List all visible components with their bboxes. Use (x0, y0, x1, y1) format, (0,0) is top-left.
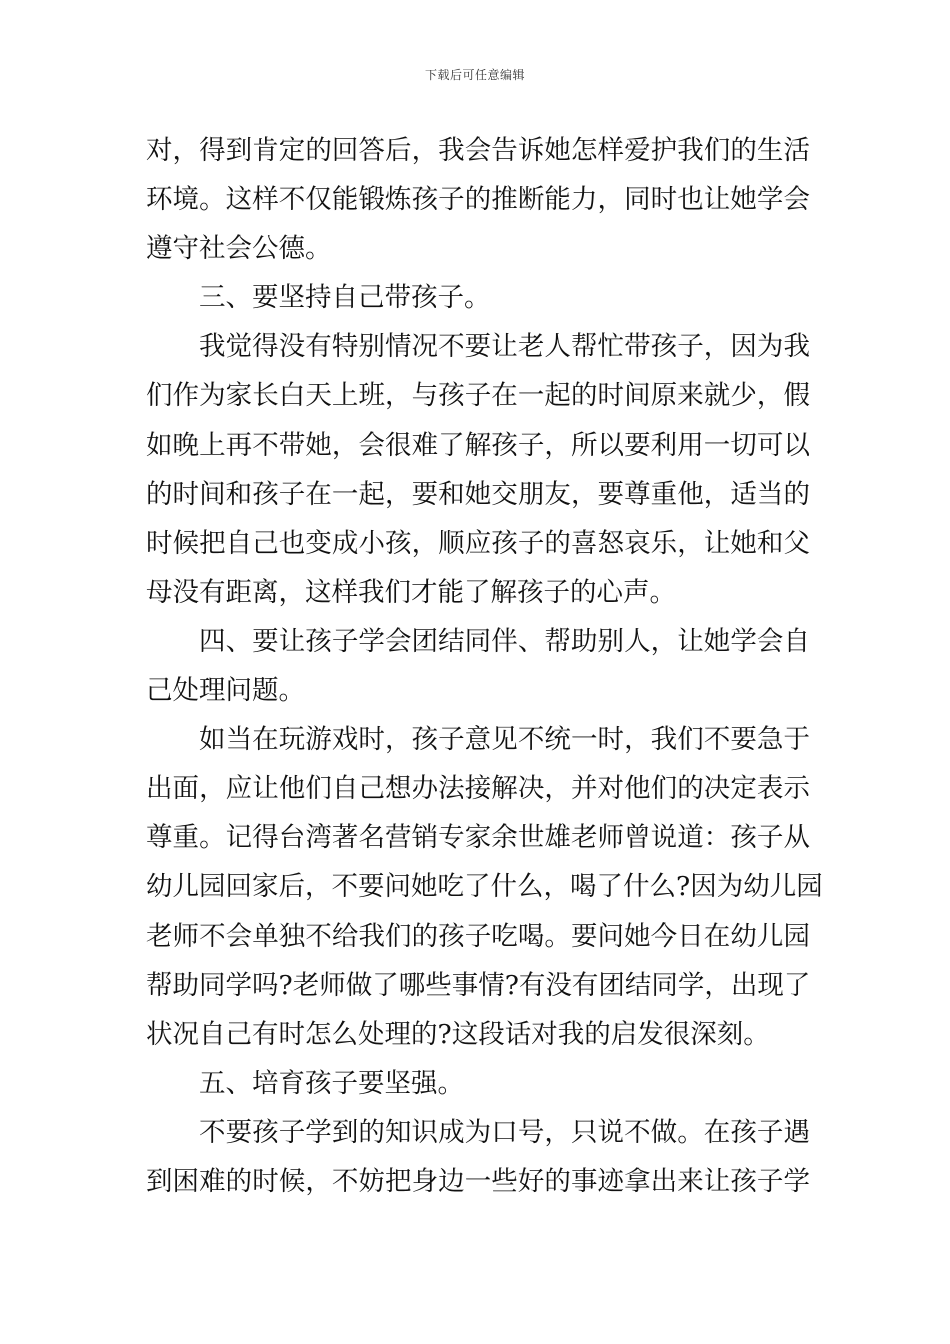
text-line: 环境。这样不仅能锻炼孩子的推断能力，同时也让她学会 (146, 184, 810, 216)
text-line: 出面，应让他们自己想办法接解决，并对他们的决定表示 (146, 773, 810, 805)
document-body (146, 126, 823, 1206)
page-header: 下载后可任意编辑 (424, 68, 525, 82)
text-line: 对，得到肯定的回答后，我会告诉她怎样爱护我们的生活 (146, 135, 810, 166)
text-line: 如晚上再不带她，会很难了解孩子，所以要利用一切可以 (146, 429, 810, 461)
text-line: 时候把自己也变成小孩，顺应孩子的喜怒哀乐，让她和父 (146, 527, 810, 559)
text-line: 四、要让孩子学会团结同伴、帮助别人，让她学会自 (199, 625, 810, 657)
text-line: 尊重。记得台湾著名营销专家余世雄老师曾说道：孩子从 (146, 822, 810, 854)
text-line: 们作为家长白天上班，与孩子在一起的时间原来就少，假 (146, 380, 810, 412)
text-line: 己处理问题。 (146, 675, 305, 707)
text-line: 母没有距离，这样我们才能了解孩子的心声。 (146, 576, 676, 608)
text-line: 的时间和孩子在一起，要和她交朋友，要尊重他，适当的 (146, 478, 810, 510)
text-line: 状况自己有时怎么处理的?这段话对我的启发很深刻。 (146, 1018, 770, 1050)
text-line: 遵守社会公德。 (146, 233, 332, 265)
text-line: 五、培育孩子要坚强。 (199, 1067, 464, 1099)
text-line: 不要孩子学到的知识成为口号，只说不做。在孩子遇 (199, 1116, 810, 1148)
text-line: 三、要坚持自己带孩子。 (199, 282, 491, 314)
text-line: 老师不会单独不给我们的孩子吃喝。要问她今日在幼儿园 (146, 920, 810, 952)
text-line: 如当在玩游戏时，孩子意见不统一时，我们不要急于 (199, 724, 810, 756)
text-line: 帮助同学吗?老师做了哪些事情?有没有团结同学，出现了 (146, 969, 811, 1001)
text-line: 我觉得没有特别情况不要让老人帮忙带孩子，因为我 (199, 331, 810, 363)
text-line: 幼儿园回家后，不要问她吃了什么，喝了什么?因为幼儿园 (146, 871, 823, 903)
text-line: 到困难的时候，不妨把身边一些好的事迹拿出来让孩子学 (146, 1165, 810, 1197)
